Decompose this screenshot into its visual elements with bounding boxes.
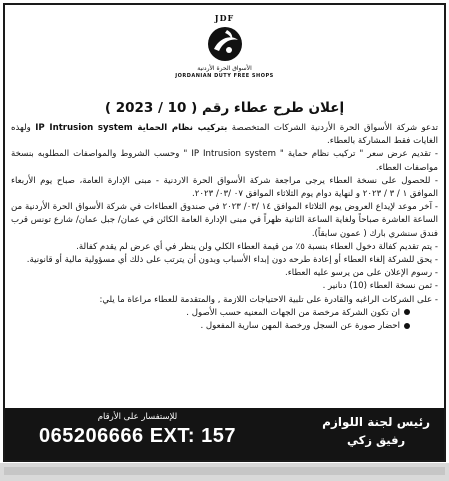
page-bottom-strip [0, 463, 449, 481]
inquiry-label: للإستفسار على الأرقام [97, 412, 178, 422]
committee-signature [322, 415, 430, 447]
inquiry-phone: 065206666 EXT: 157 [39, 425, 236, 447]
clause-ad-fees: - رسوم الإعلان على من يرسو عليه العطاء. [284, 268, 438, 279]
clause-guarantee: - يتم تقديم كفالة دخول العطاء بنسبة ٥٪ من قيمة العطاء الكلي ولن ينظر في أي عرض لم يقدم كفالة. [76, 241, 438, 252]
tender-advertisement [3, 3, 446, 462]
logo-emblem-icon [205, 24, 245, 64]
strip-inner [4, 467, 445, 475]
requirement-item [11, 307, 438, 320]
logo [5, 9, 444, 99]
tender-body [11, 122, 438, 333]
inquiry-block [15, 412, 260, 448]
intro-text-end: ولهذه الغايات فقط المشاركة بالعطاء. [11, 123, 438, 147]
clause-copy-price: - ثمن نسخة العطاء (10) دنانير . [322, 281, 438, 292]
tender-title: إعلان طرح عطاء رقم ( 10 / 2023 ) [104, 100, 345, 116]
footer-bar [5, 408, 444, 460]
bullet-icon [404, 323, 410, 329]
bullet-icon [404, 309, 410, 315]
logo-english-name: JORDANIAN DUTY FREE SHOPS [175, 73, 274, 79]
intro-paragraph [11, 122, 438, 148]
clause-cancellation: - يحق للشركة إلغاء العطاء أو إعادة طرحه دون إبداء الأسباب وبدون أن يترتب على ذلك أي مسؤولية مالية أو قانونية. [26, 255, 438, 266]
intro-system-name: بتركيب نظام الحماية IP Intrusion system [35, 123, 228, 133]
clause-requirements: - على الشركات الراغبه والقادرة على تلبية الاحتياجات اللازمة , والمتقدمة للعطاء مراعاة ما يلي: [99, 294, 438, 305]
clause-deadline: - آخر موعد لإيداع العروض يوم الثلاثاء الموافق ١٤ /٠٣/ ٢٠٢٣ في صندوق العطاءات في شركة الأسواق الحرة الأردنية من الساعة العاشرة صباحاً ولغاية الساعة الثانية ظهراً في مبنى الإدارة العامة الكائن في عمان/ جبل عمان/ شارع تونس قرب فندق سنشري بارك ( عمون سابقاً). [11, 202, 438, 239]
committee-name: رفيق زكي [347, 433, 406, 447]
clause-price-offer: - تقديم عرض سعر " تركيب نظام حماية " IP Intrusion system " وحسب الشروط والمواصفات المطلوبه بنسخة مواصفات العطاء. [11, 149, 438, 173]
logo-arabic-name: الأسواق الحرة الأردنية [197, 65, 252, 72]
requirement-text: احضار صورة عن السجل ورخصة المهن سارية المفعول . [200, 321, 400, 332]
clause-obtain-copy: - للحصول على نسخة العطاء يرجى مراجعة شركة الأسواق الحرة الاردنية - مبنى الإدارة العامة، صباح يوم الأربعاء الموافق ١ / ٣ / ٢٠٢٣ و لنهاية دوام يوم الثلاثاء الموافق ٠٧ /٠٣/ ٢٠٢٣. [11, 175, 438, 200]
requirement-text: ان تكون الشركة مرخصة من الجهات المعنيه حسب الأصول . [186, 307, 400, 318]
committee-title: رئيس لجنة اللوازم [322, 415, 430, 429]
logo-abbreviation: JDF [214, 13, 235, 23]
intro-text: تدعو شركة الأسواق الحرة الأردنية الشركات المتخصصة [227, 123, 438, 133]
requirement-item [11, 320, 438, 333]
